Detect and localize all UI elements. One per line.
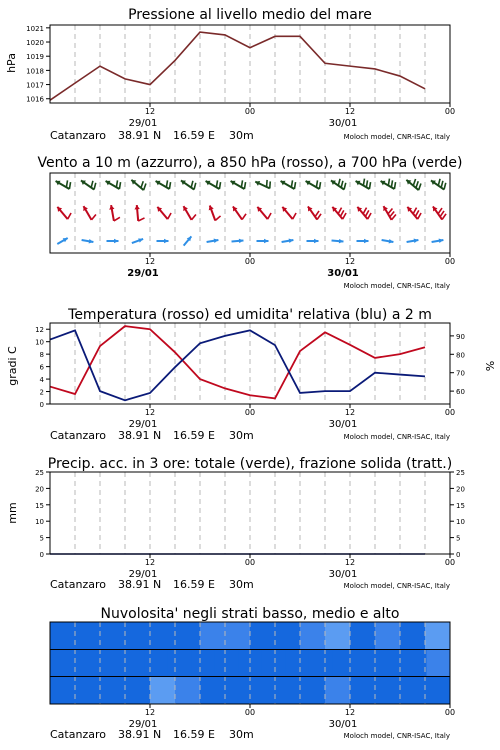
- temp-footer-location: Catanzaro: [50, 429, 106, 442]
- x-tick-label: 00: [444, 558, 456, 567]
- wind-barb: [282, 238, 294, 242]
- pressure-footer-credit: Moloch model, CNR-ISAC, Italy: [343, 133, 450, 141]
- cloud-title: Nuvolosita' negli strati basso, medio e alto: [100, 606, 400, 622]
- wind-barb-feather: [316, 180, 317, 187]
- wind-barb: [257, 239, 269, 244]
- cloud-cell: [100, 622, 126, 650]
- wind-barb-feather: [340, 210, 343, 216]
- cloud-cell: [74, 650, 98, 677]
- y-tick-label-right: 0: [456, 551, 461, 559]
- wind-barb-feather: [268, 213, 271, 219]
- wind-barb: [107, 239, 119, 244]
- y-tick-label: 1017: [26, 81, 44, 90]
- cloud-cell: [75, 677, 101, 705]
- wind-barb: [81, 180, 96, 189]
- y-tick-label: 20: [35, 485, 44, 494]
- temp-footer-elev: 30m: [229, 429, 254, 442]
- cloud-cell: [403, 650, 427, 677]
- x-tick-label: 00: [244, 708, 256, 717]
- wind-barb: [306, 180, 321, 189]
- wind-barb-feather: [444, 183, 446, 190]
- wind-barb: [433, 206, 446, 219]
- wind-barb-feather: [391, 180, 392, 187]
- wind-barb: [308, 206, 321, 219]
- cloud-cell: [168, 650, 192, 677]
- wind-barb-feather: [293, 213, 296, 219]
- wind-barb-feather: [392, 215, 396, 220]
- humidity-ylabel: %: [483, 360, 496, 372]
- wind-barb-feather: [169, 182, 170, 189]
- cloud-cell: [350, 622, 376, 650]
- wind-barb-feather: [341, 181, 343, 188]
- cloud-cell: [325, 622, 351, 650]
- cloud-cell: [225, 677, 251, 705]
- pressure-footer-location: Catanzaro: [50, 129, 106, 142]
- wind-arrowhead: [114, 239, 118, 244]
- wind-barb-feather: [267, 180, 268, 187]
- cloud-cell: [50, 650, 74, 677]
- x-date-label: 29/01: [128, 569, 158, 580]
- wind-barb-feather: [388, 179, 389, 186]
- cloud-cell: [250, 677, 276, 705]
- wind-barb: [432, 238, 444, 242]
- wind-barb: [209, 205, 221, 220]
- wind-barb-feather: [68, 213, 71, 219]
- wind-barb-feather: [338, 208, 341, 214]
- y-tick-label-right: 15: [456, 501, 465, 510]
- y-tick-label: 4: [39, 376, 44, 385]
- wind-barb-feather: [317, 214, 321, 220]
- wind-barb: [156, 180, 171, 189]
- cloud-footer-credit: Moloch model, CNR-ISAC, Italy: [343, 732, 450, 740]
- x-date-label: 30/01: [328, 569, 358, 580]
- cloud-cell: [262, 650, 286, 677]
- wind-barb-feather: [438, 208, 442, 214]
- x-date-label: 30/01: [328, 419, 358, 430]
- cloud-footer-lon: 16.59 E: [173, 728, 215, 741]
- wind-barb-feather: [366, 180, 367, 187]
- wind-barb: [181, 180, 196, 189]
- wind-barb: [57, 238, 67, 244]
- cloud-footer-elev: 30m: [229, 728, 254, 741]
- x-tick-label: 00: [444, 408, 456, 417]
- cloud-cell: [225, 622, 251, 650]
- wind-barb-feather: [338, 179, 340, 186]
- wind-barb-feather: [94, 183, 96, 190]
- cloud-cell: [375, 622, 401, 650]
- cloud-cell: [200, 677, 226, 705]
- y-tick-label: 5: [39, 534, 44, 543]
- wind-barb: [157, 207, 171, 219]
- wind-barb-feather: [244, 182, 245, 189]
- wind-barb-feather: [291, 180, 292, 187]
- wind-barb-feather: [365, 210, 368, 216]
- pressure-footer-elev: 30m: [229, 129, 254, 142]
- y-tick-label: 8: [39, 351, 44, 360]
- y-tick-label: 0: [39, 401, 44, 409]
- cloud-cell: [426, 650, 450, 677]
- wind-barb: [332, 207, 346, 219]
- y-tick-label: 6: [39, 363, 44, 372]
- wind-barb-feather: [368, 213, 371, 219]
- wind-barb: [106, 180, 121, 189]
- wind-barb-feather: [390, 211, 394, 216]
- wind-barb: [183, 206, 196, 220]
- wind-arrowhead: [364, 239, 368, 244]
- wind-barb: [82, 239, 94, 243]
- temp-footer-credit: Moloch model, CNR-ISAC, Italy: [343, 433, 450, 441]
- wind-arrowhead: [164, 239, 168, 244]
- x-tick-label: 00: [244, 257, 256, 266]
- cloud-cell: [300, 677, 326, 705]
- x-tick-label: 12: [144, 257, 156, 266]
- y-tick-label: 10: [35, 338, 44, 347]
- cloud-cell: [125, 677, 151, 705]
- wind-barb-feather: [116, 180, 117, 187]
- cloud-cell: [285, 650, 309, 677]
- cloud-cell: [175, 677, 201, 705]
- cloud-cell: [356, 650, 380, 677]
- wind-barb-feather: [91, 181, 93, 188]
- cloud-cell: [425, 622, 451, 650]
- x-tick-label: 12: [144, 708, 156, 717]
- y-tick-label: 1018: [26, 67, 44, 76]
- wind-barb-feather: [363, 179, 364, 186]
- x-tick-label: 00: [444, 708, 456, 717]
- wind-barb-feather: [415, 210, 418, 216]
- wind-barb-feather: [242, 214, 246, 220]
- cloud-cell: [100, 677, 126, 705]
- cloud-cell: [150, 622, 176, 650]
- cloud-cell: [332, 650, 356, 677]
- pressure-title: Pressione al livello medio del mare: [128, 7, 372, 23]
- x-tick-label: 00: [444, 257, 456, 266]
- wind-barb: [382, 239, 394, 243]
- wind-barb: [282, 207, 296, 219]
- precip-footer-elev: 30m: [229, 578, 254, 591]
- wind-barb: [407, 238, 419, 242]
- y-tick-label: 2: [39, 388, 44, 397]
- cloud-cell: [350, 677, 376, 705]
- cloud-cell: [215, 650, 239, 677]
- y-tick-label-right: 70: [456, 369, 465, 378]
- wind-barb: [233, 206, 246, 219]
- precip-footer-credit: Moloch model, CNR-ISAC, Italy: [343, 582, 450, 590]
- wind-barb: [232, 239, 244, 244]
- temp-ylabel: gradi C: [6, 346, 19, 386]
- x-tick-label: 12: [344, 558, 356, 567]
- wind-barb-feather: [69, 182, 70, 189]
- pressure-footer-lon: 16.59 E: [173, 129, 215, 142]
- wind-barb: [231, 180, 246, 189]
- temperature-series-line: [50, 326, 425, 398]
- wind-barb-feather: [419, 184, 421, 191]
- wind-barb-feather: [315, 211, 319, 217]
- wind-barb-feather: [363, 208, 366, 214]
- x-date-label: 29/01: [127, 268, 159, 279]
- cloud-footer-location: Catanzaro: [50, 728, 106, 741]
- cloud-cell: [97, 650, 121, 677]
- cloud-cell: [275, 677, 301, 705]
- wind-barb-feather: [166, 180, 167, 187]
- wind-barb-feather: [241, 180, 242, 187]
- y-tick-label: 15: [35, 501, 44, 510]
- precip-footer-lat: 38.91 N: [118, 578, 162, 591]
- cloud-cell: [300, 622, 326, 650]
- y-tick-label-right: 5: [456, 534, 461, 543]
- precip-ylabel: mm: [6, 502, 19, 524]
- wind-arrowhead: [264, 239, 268, 244]
- x-tick-label: 12: [144, 408, 156, 417]
- y-tick-label: 0: [39, 551, 44, 559]
- wind-barb-feather: [413, 208, 416, 214]
- cloud-cell: [121, 650, 145, 677]
- cloud-cell: [150, 677, 176, 705]
- x-tick-label: 00: [244, 107, 256, 116]
- x-tick-label: 00: [444, 107, 456, 116]
- wind-barb-feather: [388, 208, 392, 213]
- wind-barb-feather: [344, 183, 346, 190]
- wind-barb: [356, 179, 371, 189]
- wind-arrowhead: [314, 239, 318, 244]
- wind-barb: [184, 236, 192, 245]
- wind-barb: [57, 207, 71, 219]
- wind-arrowhead: [239, 239, 244, 244]
- cloud-cell: [250, 622, 276, 650]
- cloud-cell: [191, 650, 215, 677]
- wind-barb-feather: [114, 217, 120, 221]
- x-date-label: 29/01: [128, 419, 158, 430]
- x-tick-label: 12: [344, 257, 356, 266]
- cloud-cell: [400, 622, 426, 650]
- wind-barb: [431, 179, 446, 190]
- y-tick-label: 1021: [26, 24, 44, 33]
- wind-barb: [257, 207, 271, 219]
- wind-barb-feather: [215, 216, 220, 221]
- wind-barb-feather: [144, 184, 146, 191]
- cloud-footer-lat: 38.91 N: [118, 728, 162, 741]
- wind-barb-feather: [369, 182, 370, 189]
- y-tick-label-right: 60: [456, 388, 465, 397]
- cloud-cell: [144, 650, 168, 677]
- wind-barb: [56, 180, 71, 189]
- temp-title: Temperatura (rosso) ed umidita' relativa (blu) a 2 m: [68, 307, 432, 323]
- y-tick-label-right: 10: [456, 518, 465, 527]
- wind-barb-feather: [294, 182, 295, 189]
- wind-barb-feather: [216, 180, 217, 187]
- y-tick-label-right: 20: [456, 485, 465, 494]
- wind-arrowhead: [135, 205, 140, 209]
- wind-barb-feather: [219, 182, 220, 189]
- y-tick-label-right: 80: [456, 351, 465, 360]
- x-tick-label: 12: [344, 107, 356, 116]
- cloud-cell: [50, 622, 76, 650]
- cloud-cell: [309, 650, 333, 677]
- cloud-cell: [375, 677, 401, 705]
- cloud-cell: [200, 622, 226, 650]
- wind-barb: [383, 206, 396, 220]
- cloud-cell: [75, 622, 101, 650]
- precip-title: Precip. acc. in 3 ore: totale (verde), frazione solida (tratt.): [47, 456, 453, 472]
- wind-barb-feather: [138, 218, 144, 221]
- x-tick-label: 12: [144, 107, 156, 116]
- x-tick-label: 00: [244, 558, 256, 567]
- x-tick-label: 00: [244, 408, 256, 417]
- cloud-cell: [400, 677, 426, 705]
- x-date-label: 29/01: [128, 719, 158, 730]
- y-tick-label-right: 90: [456, 332, 465, 341]
- wind-barb-feather: [394, 182, 395, 189]
- wind-barb-feather: [438, 179, 440, 186]
- wind-barb-feather: [343, 213, 346, 219]
- wind-barb-feather: [141, 181, 143, 188]
- x-tick-label: 12: [144, 558, 156, 567]
- y-tick-label: 1020: [26, 39, 44, 48]
- wind-barb-feather: [191, 181, 193, 188]
- cloud-cell: [50, 677, 76, 705]
- wind-barb-feather: [270, 181, 271, 188]
- wind-barb: [381, 179, 396, 189]
- wind-barb: [332, 239, 344, 244]
- wind-barb: [331, 179, 346, 190]
- wind-barb-feather: [418, 213, 421, 219]
- wind-barb: [255, 180, 270, 188]
- wind-arrowhead: [339, 239, 344, 244]
- cloud-cell: [175, 622, 201, 650]
- y-tick-label: 12: [35, 326, 44, 335]
- wind-barb-feather: [319, 182, 320, 189]
- wind-barb-feather: [441, 181, 443, 188]
- wind-barb-feather: [442, 214, 446, 220]
- wind-barb: [281, 180, 296, 189]
- cloud-cell: [125, 622, 151, 650]
- cloud-cell: [325, 677, 351, 705]
- wind-barb-feather: [192, 215, 196, 220]
- wind-barb-feather: [194, 183, 196, 190]
- wind-barb: [207, 238, 219, 242]
- y-tick-label: 10: [35, 518, 44, 527]
- wind-barb: [109, 205, 120, 221]
- wind-barb-feather: [440, 211, 444, 217]
- wind-barb-feather: [92, 215, 96, 220]
- wind-barb-feather: [413, 179, 415, 186]
- wind-barb-feather: [416, 181, 418, 188]
- wind-barb: [83, 206, 96, 220]
- wind-barb: [357, 207, 371, 219]
- wind-barb: [307, 239, 319, 244]
- wind-barb: [206, 180, 221, 189]
- wind-barb: [132, 238, 143, 243]
- wind-barb-feather: [66, 180, 67, 187]
- pressure-footer-lat: 38.91 N: [118, 129, 162, 142]
- x-date-label: 30/01: [328, 719, 358, 730]
- y-tick-label-right: 25: [456, 469, 465, 477]
- wind-barb: [406, 179, 421, 190]
- x-date-label: 30/01: [328, 118, 358, 129]
- cloud-cell: [275, 622, 301, 650]
- x-date-label: 30/01: [327, 268, 359, 279]
- wind-title: Vento a 10 m (azzurro), a 850 hPa (rosso), a 700 hPa (verde): [37, 155, 463, 171]
- precip-footer-location: Catanzaro: [50, 578, 106, 591]
- wind-barb: [157, 239, 169, 244]
- pressure-series-line: [50, 32, 425, 100]
- wind-barb: [357, 239, 369, 244]
- temp-footer-lon: 16.59 E: [173, 429, 215, 442]
- wind-barb: [131, 180, 146, 190]
- y-tick-label: 1016: [26, 95, 44, 104]
- x-tick-label: 12: [344, 708, 356, 717]
- wind-barb-feather: [168, 213, 171, 219]
- wind-barb: [135, 205, 145, 221]
- pressure-ylabel: hPa: [5, 53, 18, 73]
- y-tick-label: 25: [35, 469, 44, 477]
- wind-barb: [407, 207, 421, 219]
- y-tick-label: 1019: [26, 53, 44, 62]
- wind-footer-credit: Moloch model, CNR-ISAC, Italy: [343, 282, 450, 290]
- temp-footer-lat: 38.91 N: [118, 429, 162, 442]
- x-date-label: 29/01: [128, 118, 158, 129]
- wind-barb-feather: [119, 182, 120, 189]
- cloud-cell: [425, 677, 451, 705]
- x-tick-label: 12: [344, 408, 356, 417]
- precip-footer-lon: 16.59 E: [173, 578, 215, 591]
